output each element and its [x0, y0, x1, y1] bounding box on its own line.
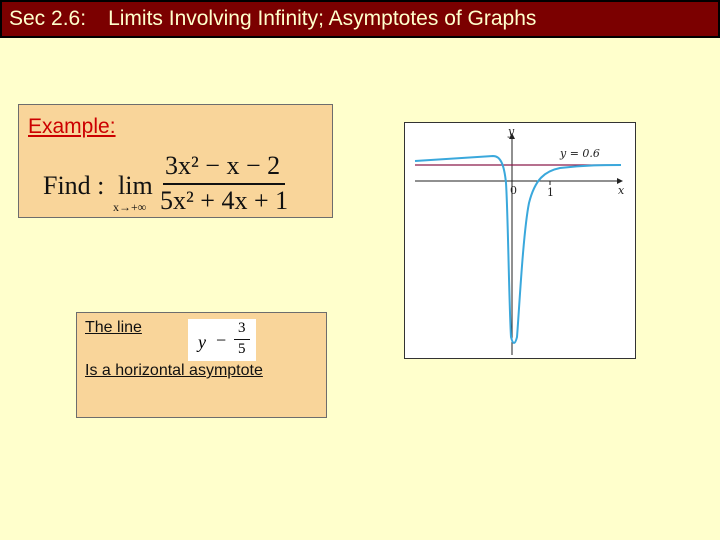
example-label: Example:: [28, 115, 116, 138]
find-label: Find :: [43, 171, 105, 200]
tick-label: 1: [547, 186, 554, 199]
function-graph: [404, 122, 636, 359]
asymptote-label: y = 0.6: [560, 147, 600, 160]
page-title: Limits Involving Infinity; Asymptotes of Graphs: [108, 7, 537, 30]
asymptote-note-box: [76, 312, 327, 418]
equation-numerator: 3: [238, 320, 246, 336]
note-line-1: The line: [85, 319, 142, 336]
equation-denominator: 5: [238, 341, 246, 357]
example-box: [18, 104, 333, 218]
x-axis-label: x: [618, 184, 625, 197]
equation-variable: y: [198, 332, 206, 352]
origin-label: 0: [510, 184, 517, 197]
fraction-numerator: 3x² − x − 2: [165, 151, 281, 180]
lim-operator: lim: [118, 171, 153, 200]
equation-operator: −: [216, 330, 227, 350]
section-number: Sec 2.6:: [9, 7, 87, 30]
y-axis-label: y: [508, 125, 515, 138]
fraction-bar: [163, 183, 285, 185]
asymptote-equation: [188, 319, 256, 361]
equation-fraction-bar: [234, 339, 250, 340]
graph-svg: [405, 123, 635, 358]
title-bar: [0, 0, 720, 38]
fraction-denominator: 5x² + 4x + 1: [160, 186, 289, 215]
lim-subscript: x→+∞: [113, 200, 147, 214]
function-curve: [415, 156, 621, 343]
note-line-2: Is a horizontal asymptote: [85, 362, 263, 379]
